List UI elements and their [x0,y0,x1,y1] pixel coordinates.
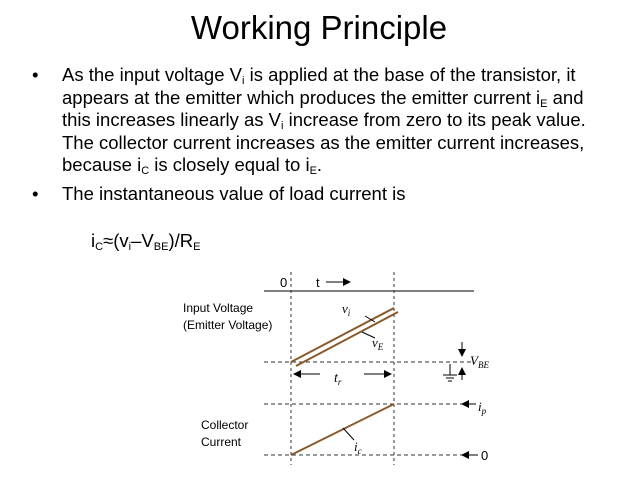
emitter-voltage-label: (Emitter Voltage) [183,318,273,332]
bullet-dot: • [32,64,39,85]
load-current-formula: $i_C\approx(v_i-V_{BE})/R_E$ [91,230,201,253]
bullet2-text: The instantaneous value of load current is [62,182,406,204]
zero-label-top: 0 [280,275,288,290]
ip-label: $i_p$ [478,399,487,416]
collector-label: Collector [201,418,249,432]
bullet-dot: • [32,182,39,204]
ic-ramp [291,404,394,455]
ve-label: $v_E$ [372,335,384,352]
slide-title: Working Principle [190,9,448,46]
t-label: t [316,275,320,290]
ic-label: $i_c$ [354,439,362,456]
input-voltage-label: Input Voltage [183,301,254,315]
vi-ramp [291,308,394,362]
zero-label-bottom: 0 [481,448,489,463]
ve-ramp [296,312,398,366]
ic-pointer [343,428,354,440]
current-label: Current [201,435,242,449]
bullet1-text: As the input voltage $V_i$ is applied at the base of the transistor, it appears at the emitter which produces the emitter current $i_E$ and this increases linearly as $V_i$ increase from zero to its peak value. The collector current increases as the emitter current increases, because $i_C$ is closely equal to $i_E$. [62,64,586,177]
ground-icon [443,364,457,381]
vi-label: $v_i$ [342,301,351,318]
vbe-label: $V_{BE}$ [470,353,489,370]
tr-label: $t_r$ [334,371,342,387]
